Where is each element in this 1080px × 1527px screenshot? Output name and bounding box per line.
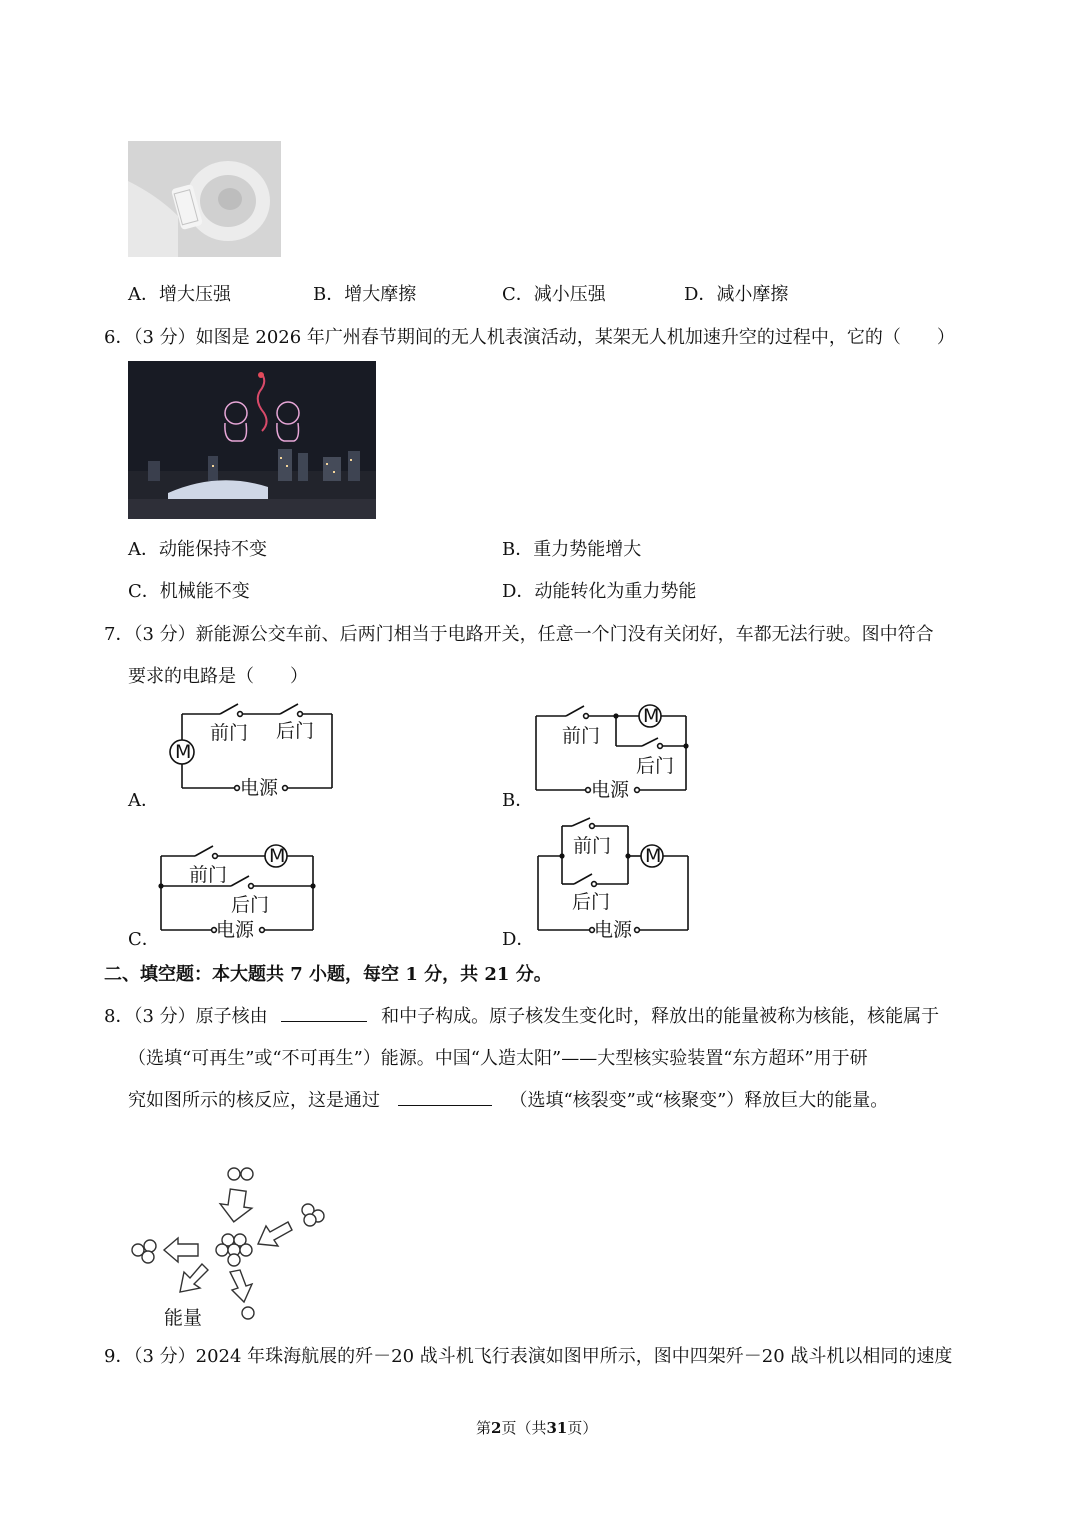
option-a: A．增大压强 [128, 284, 231, 305]
drone-show-photo [128, 361, 376, 519]
power-label: 电源 [591, 779, 630, 801]
option-b-letter: B． [502, 790, 534, 811]
back-door-label: 后门 [636, 755, 675, 777]
question-7-stem: 7．（3 分）新能源公交车前、后两门相当于电路开关，任意一个门没有关闭好，车都无法行驶。图中符合 [104, 624, 934, 645]
option-c: C．机械能不变 [128, 581, 250, 602]
front-door-label: 前门 [189, 864, 228, 886]
question-8-line1: 8．（3 分）原子核由 和中子构成。原子核发生变化时，释放出的能量被称为核能，核能属于 [104, 1006, 940, 1027]
section-heading: 二、填空题：本大题共 7 小题，每空 1 分，共 21 分。 [104, 964, 552, 985]
option-a-letter: A． [128, 790, 159, 811]
bottle-cap-photo [128, 141, 281, 257]
circuit-d-diagram [532, 814, 697, 940]
motor-label: M [643, 705, 660, 727]
front-door-label: 前门 [562, 725, 601, 747]
front-door-label: 前门 [210, 722, 249, 744]
motor-label: M [175, 741, 192, 763]
nuclear-fusion-diagram [128, 1160, 328, 1328]
option-b: B．增大摩擦 [313, 284, 417, 305]
motor-label: M [645, 845, 662, 867]
circuit-b-diagram [530, 700, 695, 804]
option-d: D．减小摩擦 [684, 284, 789, 305]
option-a: A．动能保持不变 [128, 539, 267, 560]
page-footer: 第2页（共31页） [476, 1419, 598, 1437]
option-c-letter: C． [128, 929, 160, 950]
circuit-c-diagram [155, 838, 320, 942]
back-door-label: 后门 [231, 894, 270, 916]
circuit-a-diagram [160, 696, 340, 800]
option-b: B．重力势能增大 [502, 539, 642, 560]
question-8-line3: 究如图所示的核反应，这是通过 （选填“核裂变”或“核聚变”）释放巨大的能量。 [128, 1090, 889, 1111]
energy-label: 能量 [164, 1307, 203, 1328]
back-door-label: 后门 [276, 720, 315, 742]
question-8-line2: （选填“可再生”或“不可再生”）能源。中国“人造太阳”——大型核实验装置“东方超环”用于研 [128, 1048, 868, 1069]
question-6-stem: 6．（3 分）如图是 2026 年广州春节期间的无人机表演活动，某架无人机加速升空的过程中，它的（ ） [104, 327, 955, 348]
answer-blank-2[interactable] [398, 1105, 492, 1106]
question-9-stem: 9．（3 分）2024 年珠海航展的歼－20 战斗机飞行表演如图甲所示，图中四架歼－20 战斗机以相同的速度 [104, 1346, 953, 1367]
question-7-stem-cont: 要求的电路是（ ） [128, 666, 308, 687]
option-d-letter: D． [502, 929, 535, 950]
option-d: D．动能转化为重力势能 [502, 581, 697, 602]
power-label: 电源 [594, 919, 633, 940]
front-door-label: 前门 [573, 835, 612, 857]
answer-blank-1[interactable] [281, 1021, 367, 1022]
motor-label: M [269, 845, 286, 867]
back-door-label: 后门 [572, 891, 611, 913]
power-label: 电源 [216, 919, 255, 941]
power-label: 电源 [240, 777, 279, 799]
option-c: C．减小压强 [502, 284, 606, 305]
